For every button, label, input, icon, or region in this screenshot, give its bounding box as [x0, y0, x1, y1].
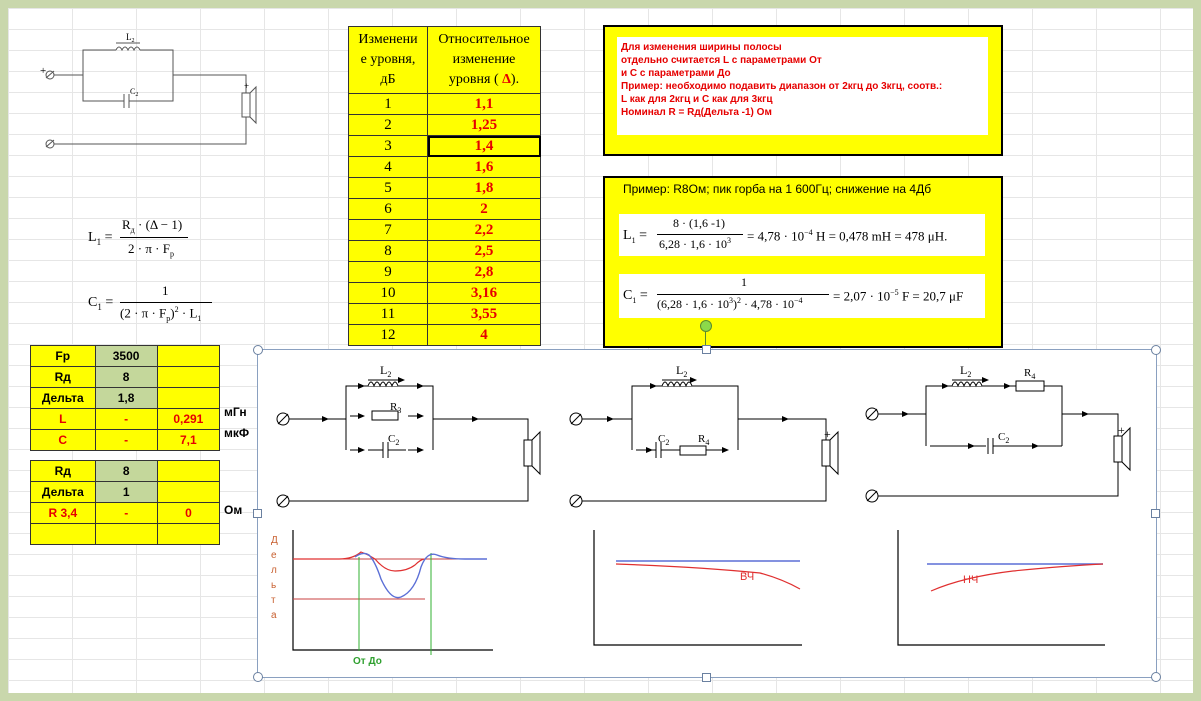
level-ratio-cell[interactable]: 1,1 — [428, 94, 541, 115]
param-result-cell[interactable]: 0,291 — [157, 409, 219, 430]
example-eq-l1: $L_1$ = 8 · (1,6 -1) $6,28 \cdot 1,6 \cdot 10^3$ = $4,78 \cdot 10^{-4}$ H = 0,478 mH = 478 μH. — [619, 214, 985, 256]
calc-row — [31, 524, 220, 545]
param-name-cell[interactable]: Дельта — [31, 482, 96, 503]
delta-letter: т — [271, 595, 276, 606]
level-row — [349, 199, 541, 220]
level-ratio-cell[interactable]: 1,6 — [428, 157, 541, 178]
level-db-cell[interactable]: 10 — [349, 283, 428, 304]
delta-letter: ь — [271, 580, 277, 591]
param-name-cell[interactable]: R 3,4 — [31, 503, 96, 524]
header-relative-change: Относительное изменение уровня ( Δ). — [428, 27, 541, 94]
param-input-cell[interactable]: 1,8 — [95, 388, 157, 409]
circuit-1 — [277, 363, 540, 507]
note-line: отдельно считается L с параметрами От — [621, 55, 822, 66]
note-line: и С с параметрами До — [621, 68, 731, 79]
delta-axis-label — [271, 535, 278, 621]
param-name-cell[interactable]: Fp — [31, 346, 96, 367]
level-db-cell[interactable]: 7 — [349, 220, 428, 241]
speaker-plus: + — [244, 81, 250, 91]
example-eq-c1: $C_1$ = 1 $(6,28 \cdot 1,6 \cdot 10^3)^2 \cdot 4,78 \cdot 10^{-4}$ = $2,07 \cdot 10^{-5}$ F = 20,7 μF — [619, 274, 985, 318]
speaker-plus: + — [824, 427, 831, 441]
calc-row — [31, 367, 220, 388]
level-db-cell[interactable]: 6 — [349, 199, 428, 220]
unit-mgn: мГн — [224, 405, 247, 419]
param-input-cell[interactable]: - — [95, 409, 157, 430]
c2-label: $C_2$ — [130, 87, 139, 98]
level-db-cell[interactable]: 12 — [349, 325, 428, 346]
c2-label: $C_2$ — [998, 431, 1010, 445]
level-db-cell[interactable]: 5 — [349, 178, 428, 199]
calc-table-resistor — [30, 460, 220, 545]
l2-label: $L_2$ — [380, 363, 392, 379]
param-result-cell[interactable] — [157, 461, 219, 482]
param-result-cell[interactable] — [157, 482, 219, 503]
level-row — [349, 220, 541, 241]
level-ratio-cell[interactable]: 3,55 — [428, 304, 541, 325]
from-to-label: От До — [353, 656, 382, 667]
level-row — [349, 94, 541, 115]
l2-label: $L_2$ — [676, 363, 688, 379]
param-result-cell[interactable]: 0 — [157, 503, 219, 524]
level-ratio-cell[interactable]: 2,8 — [428, 262, 541, 283]
level-ratio-cell[interactable]: 4 — [428, 325, 541, 346]
note-line: Номинал R = Rд(Дельта -1) Ом — [621, 107, 772, 118]
note-line: Пример: необходимо подавить диапазон от 2кгц до 3кгц, соотв.: — [621, 81, 943, 92]
response-chart-peak — [265, 527, 495, 667]
level-ratio-cell[interactable]: 2,2 — [428, 220, 541, 241]
param-result-cell[interactable] — [157, 346, 219, 367]
level-ratio-cell[interactable]: 2,5 — [428, 241, 541, 262]
level-row — [349, 283, 541, 304]
param-input-cell[interactable]: - — [95, 430, 157, 451]
param-result-cell[interactable] — [157, 388, 219, 409]
note-instructions — [603, 25, 1003, 156]
calc-row — [31, 346, 220, 367]
formula-l1: $L_1$ = $R_д \cdot (\Delta - 1)$ $2 \cdot \pi \cdot F_р$ — [88, 215, 268, 265]
l2-label: $L_2$ — [126, 32, 135, 44]
level-row — [349, 325, 541, 346]
param-input-cell[interactable]: 3500 — [95, 346, 157, 367]
calc-row — [31, 503, 220, 524]
c2-label: $C_2$ — [388, 433, 400, 447]
response-chart-lf — [893, 527, 1123, 657]
param-name-cell[interactable]: L — [31, 409, 96, 430]
delta-letter: а — [271, 610, 277, 621]
l2-label: $L_2$ — [960, 363, 972, 379]
lf-label: НЧ — [963, 574, 979, 586]
param-input-cell[interactable] — [95, 524, 157, 545]
calc-row — [31, 388, 220, 409]
calc-row — [31, 461, 220, 482]
top-schematic — [36, 28, 276, 158]
level-row — [349, 136, 541, 157]
c2-label: $C_2$ — [658, 433, 670, 447]
param-name-cell[interactable] — [31, 524, 96, 545]
delta-letter: Д — [271, 535, 278, 546]
param-input-cell[interactable]: 8 — [95, 367, 157, 388]
calc-row — [31, 409, 220, 430]
level-db-cell[interactable]: 3 — [349, 136, 428, 157]
circuit-3 — [866, 363, 1130, 502]
delta-letter: е — [271, 550, 277, 561]
param-result-cell[interactable] — [157, 524, 219, 545]
hf-label: ВЧ — [740, 571, 755, 583]
formula-c1: $C_1$ = 1 $(2 \cdot \pi \cdot F_р)^2 \cdot L_1$ — [88, 283, 268, 333]
param-name-cell[interactable]: Дельта — [31, 388, 96, 409]
level-row — [349, 115, 541, 136]
unit-ohm: Ом — [224, 503, 243, 517]
level-ratio-cell[interactable]: 1,8 — [428, 178, 541, 199]
example-title: Пример: R8Ом; пик горба на 1 600Гц; снижение на 4Дб — [623, 182, 932, 196]
r4-label: $R_4$ — [1024, 367, 1036, 381]
level-ratio-cell[interactable]: 2 — [428, 199, 541, 220]
level-row — [349, 157, 541, 178]
level-table — [348, 26, 541, 346]
note-example — [603, 176, 1003, 348]
speaker-plus: + — [1118, 423, 1125, 437]
param-result-cell[interactable]: 7,1 — [157, 430, 219, 451]
note-line: L как для 2кгц и С как для 3кгц — [621, 94, 773, 105]
param-name-cell[interactable]: Rд — [31, 367, 96, 388]
plus-label: + — [40, 65, 47, 77]
calc-row — [31, 482, 220, 503]
delta-letter: л — [271, 565, 277, 576]
param-input-cell[interactable]: - — [95, 503, 157, 524]
level-db-cell[interactable]: 9 — [349, 262, 428, 283]
level-db-cell[interactable]: 2 — [349, 115, 428, 136]
param-name-cell[interactable]: C — [31, 430, 96, 451]
level-ratio-cell[interactable]: 1,4 — [428, 136, 541, 157]
level-row — [349, 178, 541, 199]
r4-label: $R_4$ — [698, 433, 710, 447]
calc-table-filter — [30, 345, 220, 451]
level-db-cell[interactable]: 11 — [349, 304, 428, 325]
param-input-cell[interactable]: 8 — [95, 461, 157, 482]
level-db-cell[interactable]: 1 — [349, 94, 428, 115]
level-ratio-cell[interactable]: 3,16 — [428, 283, 541, 304]
response-chart-hf — [590, 527, 820, 657]
level-db-cell[interactable]: 8 — [349, 241, 428, 262]
note-line: Для изменения ширины полосы — [621, 42, 782, 53]
header-level-change: Изменени е уровня, дБ — [349, 27, 428, 94]
circuit-2 — [570, 363, 838, 507]
r3-label: $R_3$ — [390, 401, 402, 415]
param-result-cell[interactable] — [157, 367, 219, 388]
level-row — [349, 304, 541, 325]
level-ratio-cell[interactable]: 1,25 — [428, 115, 541, 136]
level-row — [349, 262, 541, 283]
unit-mkf: мкФ — [224, 426, 250, 440]
param-input-cell[interactable]: 1 — [95, 482, 157, 503]
param-name-cell[interactable]: Rд — [31, 461, 96, 482]
calc-row — [31, 430, 220, 451]
level-db-cell[interactable]: 4 — [349, 157, 428, 178]
level-row — [349, 241, 541, 262]
rotation-handle[interactable] — [700, 320, 712, 332]
